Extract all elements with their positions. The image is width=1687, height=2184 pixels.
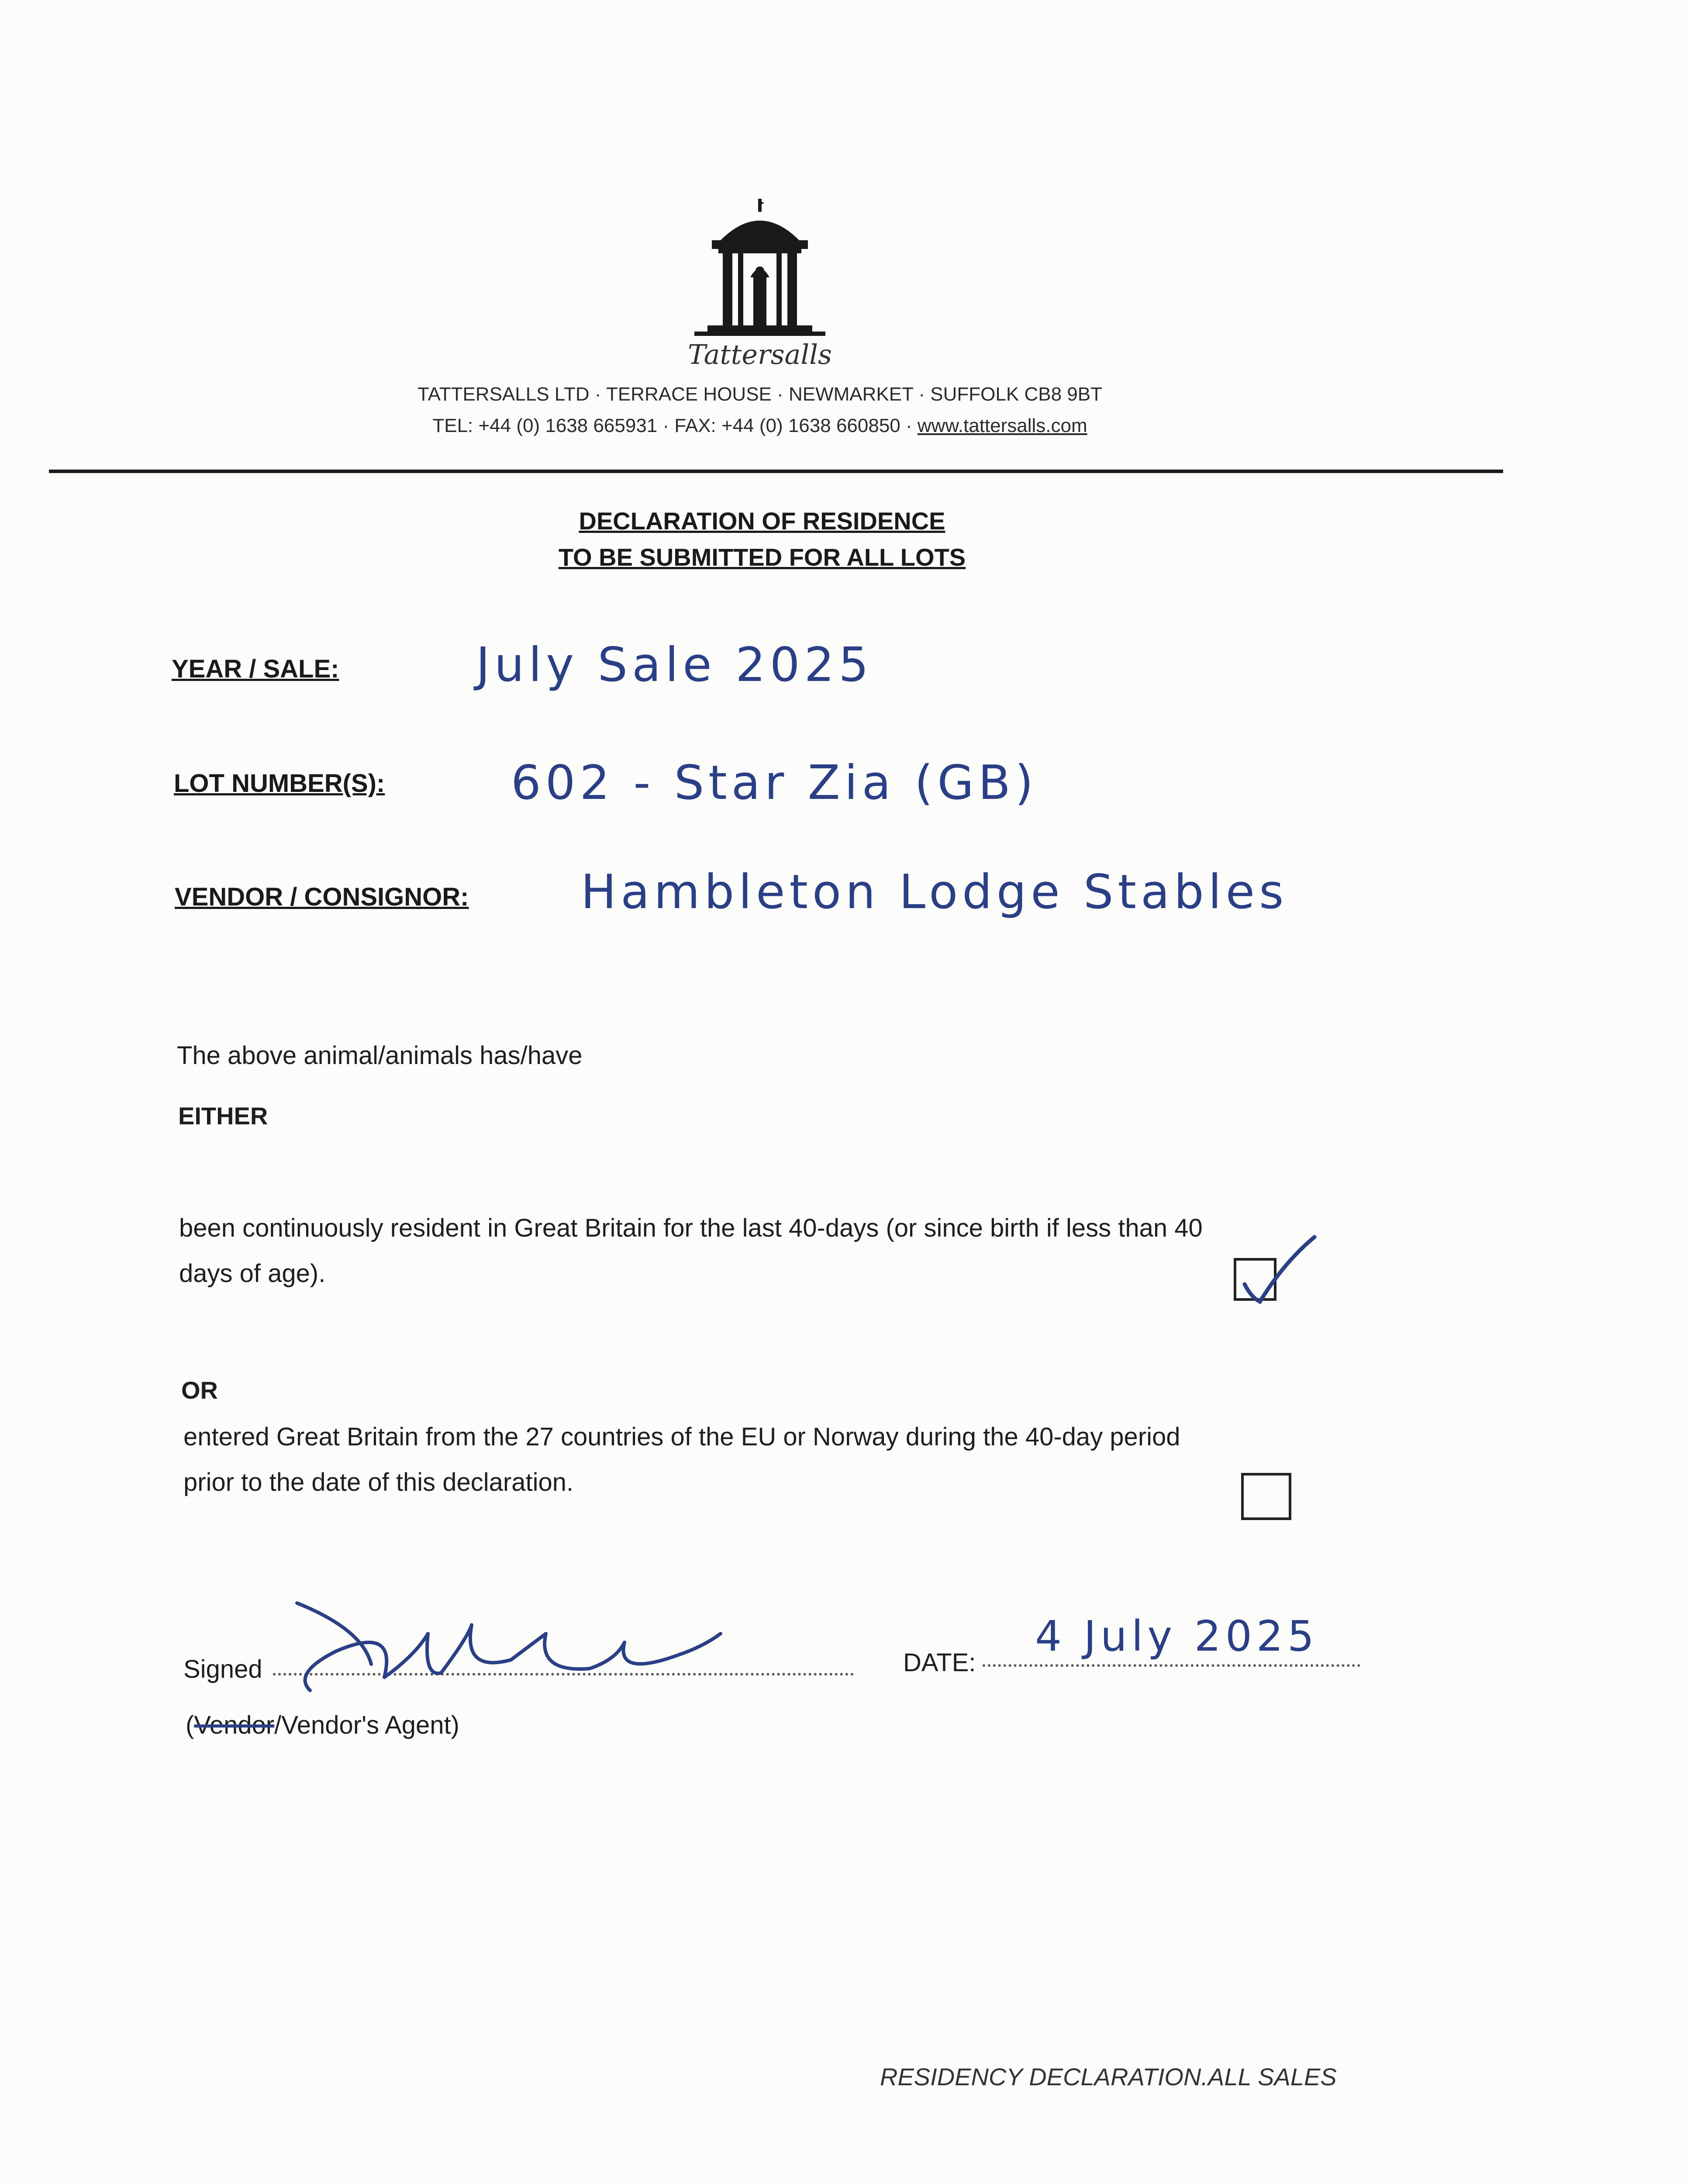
- company-contact: [0, 415, 1520, 437]
- year-sale-label: YEAR / SALE:: [172, 655, 339, 683]
- lot-number-value[interactable]: 602 - Star Zia (GB): [511, 756, 1038, 810]
- footer-reference: RESIDENCY DECLARATION.ALL SALES: [880, 2063, 1337, 2091]
- option-1-text: [179, 1206, 1402, 1296]
- option-2-line-1: entered Great Britain from the 27 countries of the EU or Norway during the 40-day period: [183, 1423, 1180, 1451]
- header-divider: [49, 470, 1503, 473]
- handwritten-signature[interactable]: [284, 1586, 764, 1699]
- company-address: TATTERSALLS LTD · TERRACE HOUSE · NEWMARKET · SUFFOLK CB8 9BT: [417, 384, 1102, 405]
- signed-label: Signed: [183, 1655, 262, 1683]
- document-title: DECLARATION OF RESIDENCE: [579, 507, 945, 535]
- year-sale-value[interactable]: July Sale 2025: [476, 638, 873, 692]
- tattersalls-logo: [694, 199, 825, 343]
- option-1-line-2: days of age).: [179, 1259, 326, 1288]
- either-heading: EITHER: [178, 1102, 268, 1130]
- role-open: (: [186, 1711, 194, 1739]
- vendor-consignor-label: VENDOR / CONSIGNOR:: [175, 883, 469, 911]
- date-line: [983, 1664, 1360, 1667]
- option-2-text: [183, 1414, 1406, 1505]
- website-link[interactable]: www.tattersalls.com: [917, 415, 1087, 436]
- role-rest: /Vendor's Agent): [274, 1711, 459, 1739]
- role-struck: Vendor: [194, 1711, 275, 1739]
- contact-numbers: TEL: +44 (0) 1638 665931 · FAX: +44 (0) 1638 660850 ·: [432, 415, 918, 436]
- option-1-line-1: been continuously resident in Great Britain for the last 40-days (or since birth if less than 40: [179, 1214, 1203, 1242]
- vendor-consignor-value[interactable]: Hambleton Lodge Stables: [581, 865, 1288, 919]
- option-1-checkmark: [1236, 1232, 1323, 1310]
- logo-wordmark: Tattersalls: [688, 339, 832, 370]
- date-label: DATE:: [903, 1648, 976, 1677]
- document-subtitle: TO BE SUBMITTED FOR ALL LOTS: [558, 543, 966, 571]
- option-2-checkbox[interactable]: [1241, 1473, 1291, 1520]
- statement-intro: The above animal/animals has/have: [177, 1041, 583, 1070]
- signatory-role: [186, 1703, 459, 1748]
- option-2-line-2: prior to the date of this declaration.: [183, 1468, 574, 1496]
- or-heading: OR: [181, 1376, 218, 1404]
- date-value[interactable]: 4 July 2025: [1035, 1612, 1319, 1661]
- lot-number-label: LOT NUMBER(S):: [174, 769, 385, 798]
